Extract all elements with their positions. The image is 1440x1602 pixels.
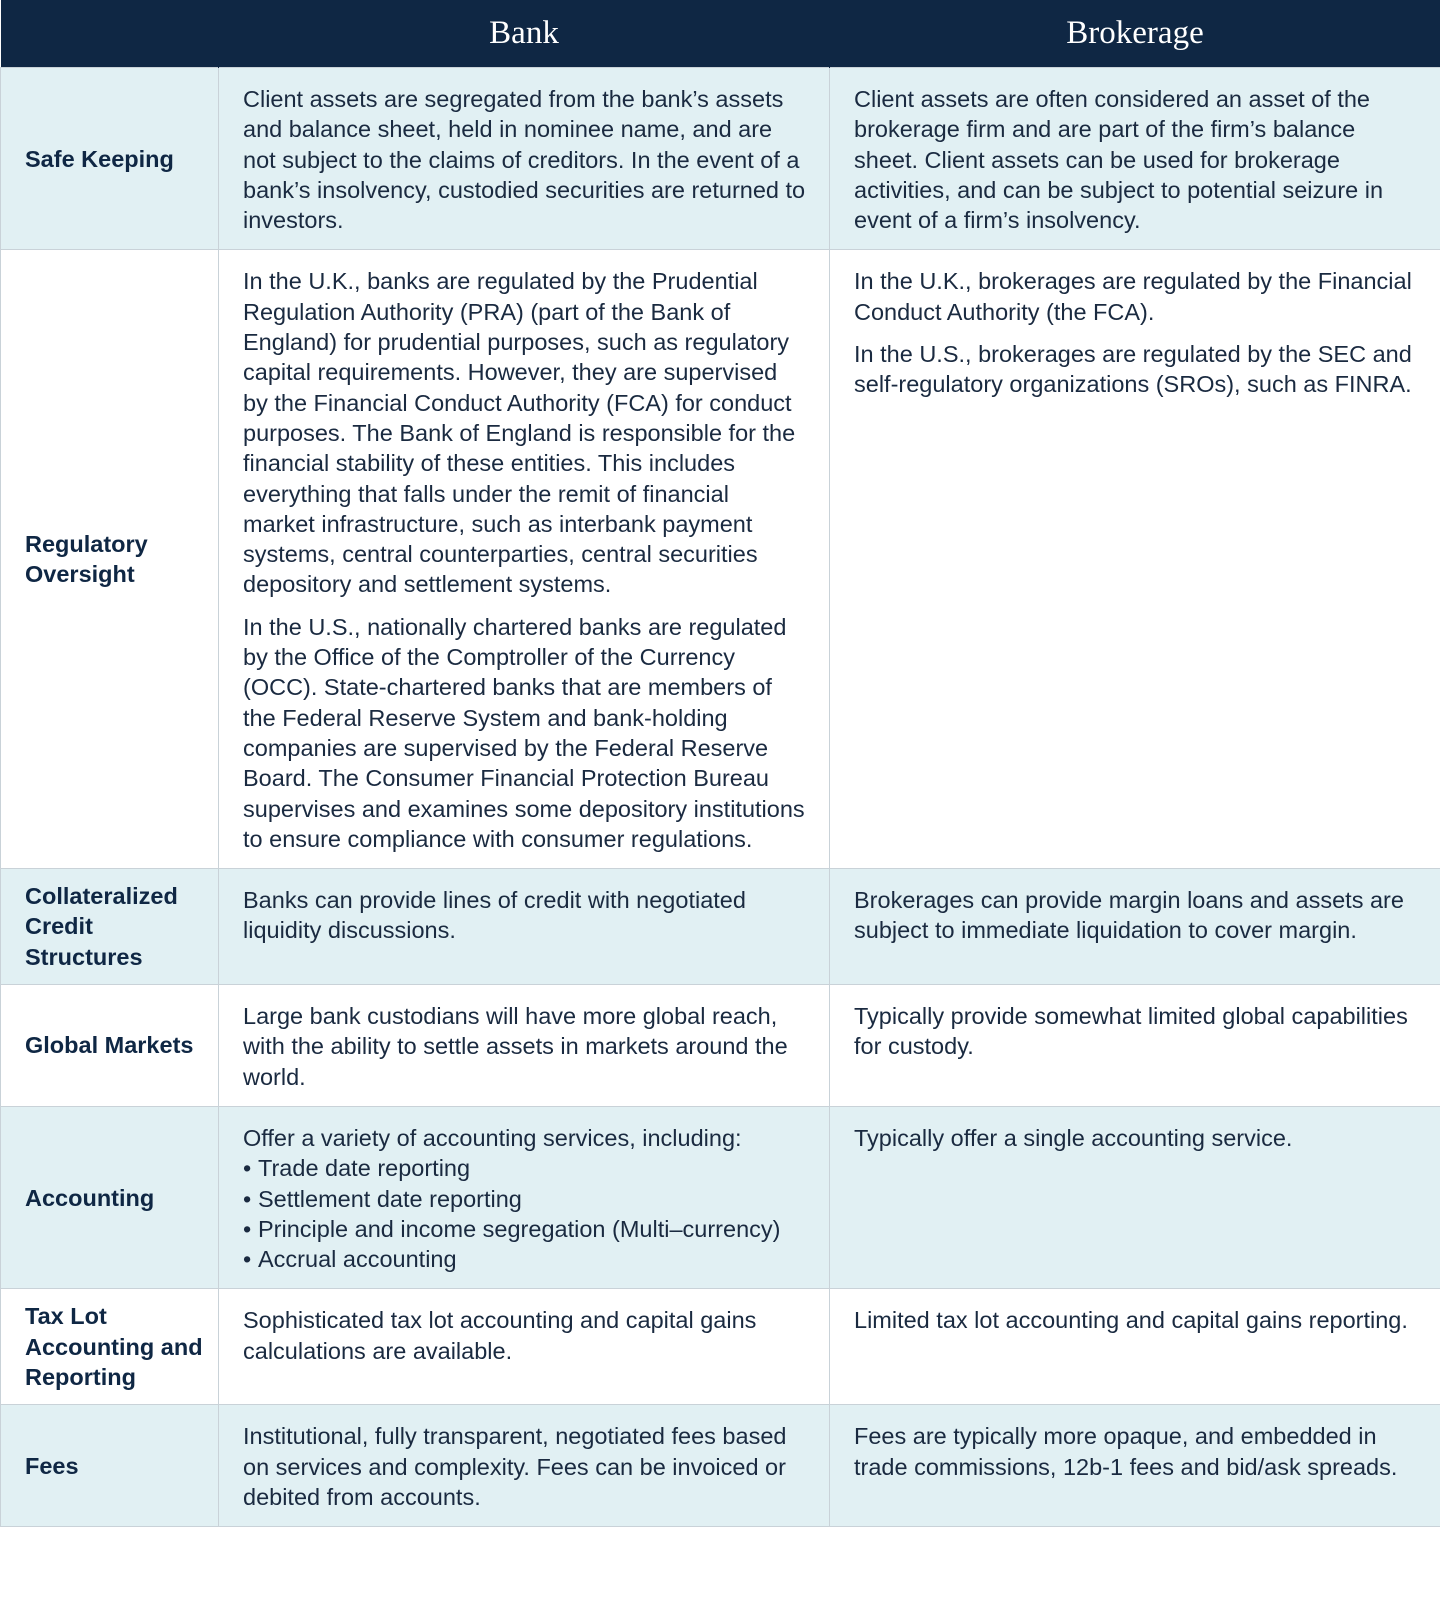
- row-regulatory-oversight: [1, 250, 1440, 869]
- bullet-item: • Accrual accounting: [243, 1244, 807, 1274]
- header-brokerage: Brokerage: [830, 0, 1440, 68]
- row-label: Fees: [1, 1405, 219, 1527]
- brokerage-cell: [830, 1289, 1440, 1405]
- brokerage-text: In the U.S., brokerages are regulated by the SEC and self-regulatory organizations (SROs), such as FINRA.: [854, 341, 1412, 398]
- header-corner: [1, 0, 219, 68]
- bank-cell: [219, 1106, 830, 1288]
- brokerage-text: Brokerages can provide margin loans and assets are subject to immediate liquidation to cover margin.: [854, 887, 1404, 944]
- bank-text: Institutional, fully transparent, negotiated fees based on services and complexity. Fees can be invoiced or debited from accounts.: [243, 1423, 787, 1510]
- bank-text: Offer a variety of accounting services, including:: [243, 1124, 742, 1151]
- row-global-markets: [1, 985, 1440, 1107]
- brokerage-text: Typically provide somewhat limited global capabilities for custody.: [854, 1003, 1408, 1060]
- brokerage-cell: [830, 250, 1440, 869]
- bank-text: Sophisticated tax lot accounting and capital gains calculations are available.: [243, 1307, 757, 1364]
- row-label: Accounting: [1, 1106, 219, 1288]
- brokerage-text: Fees are typically more opaque, and embedded in trade commissions, 12b-1 fees and bid/ask spreads.: [854, 1423, 1398, 1480]
- bullet-list: [243, 1153, 807, 1274]
- brokerage-cell: [830, 869, 1440, 985]
- row-tax-lot: [1, 1289, 1440, 1405]
- row-safe-keeping: [1, 68, 1440, 250]
- bullet-item: • Settlement date reporting: [243, 1184, 807, 1214]
- row-label: Global Markets: [1, 985, 219, 1107]
- row-label: Safe Keeping: [1, 68, 219, 250]
- row-label: Tax Lot Accounting and Reporting: [1, 1289, 219, 1405]
- row-label: Collateralized Credit Structures: [1, 869, 219, 985]
- row-accounting: [1, 1106, 1440, 1288]
- bank-cell: [219, 985, 830, 1107]
- bank-text: Large bank custodians will have more global reach, with the ability to settle assets in markets around the world.: [243, 1003, 788, 1090]
- bank-text: In the U.S., nationally chartered banks are regulated by the Office of the Comptroller of the Currency (OCC). State-chartered banks that are members of the Federal Reserve System and bank-holding companies are supervised by the Federal Reserve Board. The Consumer Financial Protection Bureau supervises and examines some depository institutions to ensure compliance with consumer regulations.: [243, 613, 805, 852]
- brokerage-text: Typically offer a single accounting service.: [854, 1124, 1293, 1151]
- brokerage-cell: [830, 1405, 1440, 1527]
- bank-text: In the U.K., banks are regulated by the Prudential Regulation Authority (PRA) (part of the Bank of England) for prudential purposes, such as regulatory capital requirements. However, they are supervised by the Financial Conduct Authority (FCA) for conduct purposes. The Bank of England is responsible for the financial stability of these entities. This includes everything that falls under the remit of financial market infrastructure, such as interbank payment systems, central counterparties, central securities depository and settlement systems.: [243, 268, 796, 598]
- bank-cell: [219, 869, 830, 985]
- bank-text: Client assets are segregated from the bank’s assets and balance sheet, held in nominee name, and are not subject to the claims of creditors. In the event of a bank’s insolvency, custodied securities are returned to investors.: [243, 86, 806, 234]
- header-bank: Bank: [219, 0, 830, 68]
- row-fees: [1, 1405, 1440, 1527]
- brokerage-cell: [830, 1106, 1440, 1288]
- bullet-item: • Trade date reporting: [243, 1153, 807, 1183]
- bank-text: Banks can provide lines of credit with negotiated liquidity discussions.: [243, 887, 746, 944]
- brokerage-text: Limited tax lot accounting and capital gains reporting.: [854, 1307, 1408, 1334]
- brokerage-text: Client assets are often considered an asset of the brokerage firm and are part of the firm’s balance sheet. Client assets can be used for brokerage activities, and can be subject to potential seizure in event of a firm’s insolvency.: [854, 86, 1384, 234]
- bank-cell: [219, 1289, 830, 1405]
- brokerage-cell: [830, 68, 1440, 250]
- bank-cell: [219, 68, 830, 250]
- bank-cell: [219, 250, 830, 869]
- brokerage-cell: [830, 985, 1440, 1107]
- row-label: Regulatory Oversight: [1, 250, 219, 869]
- bullet-item: • Principle and income segregation (Multi–currency): [243, 1214, 807, 1244]
- row-collateralized-credit: [1, 869, 1440, 985]
- bank-cell: [219, 1405, 830, 1527]
- brokerage-text: In the U.K., brokerages are regulated by the Financial Conduct Authority (the FCA).: [854, 268, 1412, 325]
- header-row: [1, 0, 1440, 68]
